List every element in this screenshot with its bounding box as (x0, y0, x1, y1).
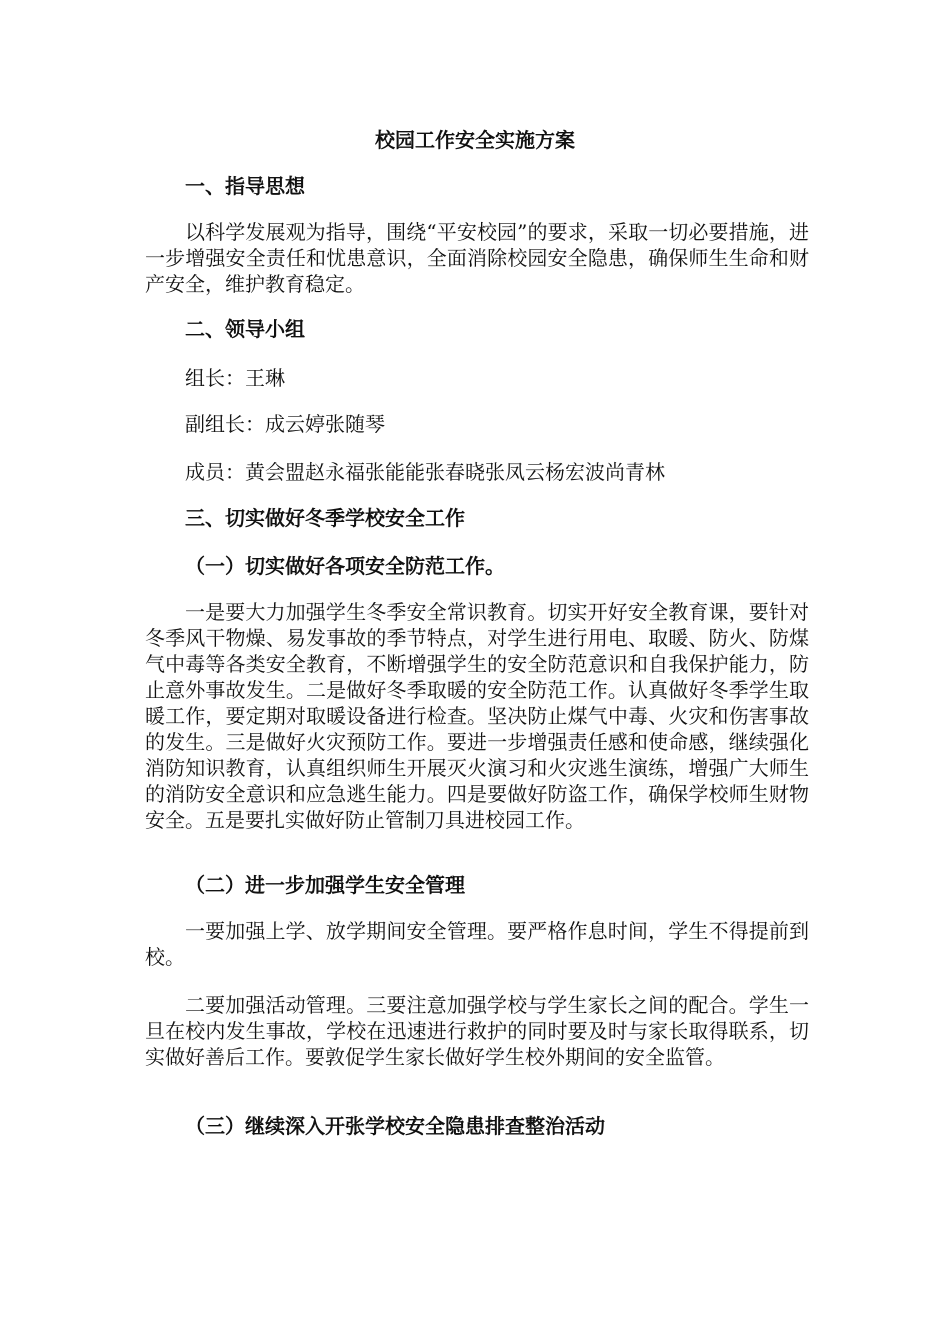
paragraph-prevention: 一是要大力加强学生冬季安全常识教育。切实开好安全教育课，要针对冬季风干物燥、易发事故的季节特点，对学生进行用电、取暖、防火、防煤气中毒等各类安全教育，不断增强学生的安全防范意识和自我保护能力，防止意外事故发生。二是做好冬季取暖的安全防范工作。认真做好冬季学生取暖工作，要定期对取暖设备进行检查。坚决防止煤气中毒、火灾和伤害事故的发生。三是做好火灾预防工作。要进一步增强责任感和使命感，继续强化消防知识教育，认真组织师生开展灭火演习和火灾逃生演练，增强广大师生的消防安全意识和应急逃生能力。四是要做好防盗工作，确保学校师生财物安全。五是要扎实做好防止管制刀具进校园工作。 (145, 600, 809, 832)
leader-line: 组长：王琳 (185, 366, 285, 390)
section-heading-leadership-group: 二、领导小组 (185, 317, 305, 341)
paragraph-activity-management: 二要加强活动管理。三要注意加强学校与学生家长之间的配合。学生一旦在校内发生事故，学校在迅速进行救护的同时要及时与家长取得联系，切实做好善后工作。要敦促学生家长做好学生校外期间的安全监管。 (145, 993, 809, 1069)
members-line: 成员：黄会盟赵永福张能能张春晓张凤云杨宏波尚青林 (185, 460, 665, 484)
subsection-heading-hazard-inspection: （三）继续深入开张学校安全隐患排查整治活动 (185, 1114, 605, 1138)
deputy-leader-line: 副组长：成云婷张随琴 (185, 412, 385, 436)
subsection-heading-prevention: （一）切实做好各项安全防范工作。 (185, 554, 505, 578)
paragraph-school-commute: 一要加强上学、放学期间安全管理。要严格作息时间，学生不得提前到校。 (145, 919, 809, 969)
paragraph-guiding-ideology: 以科学发展观为指导，围绕“平安校园”的要求，采取一切必要措施，进一步增强安全责任和忧患意识，全面消除校园安全隐患，确保师生生命和财产安全，维护教育稳定。 (145, 220, 809, 296)
section-heading-winter-safety: 三、切实做好冬季学校安全工作 (185, 506, 465, 530)
subsection-heading-student-management: （二）进一步加强学生安全管理 (185, 873, 465, 897)
section-heading-guiding-ideology: 一、指导思想 (185, 174, 305, 198)
document-title: 校园工作安全实施方案 (375, 128, 575, 152)
